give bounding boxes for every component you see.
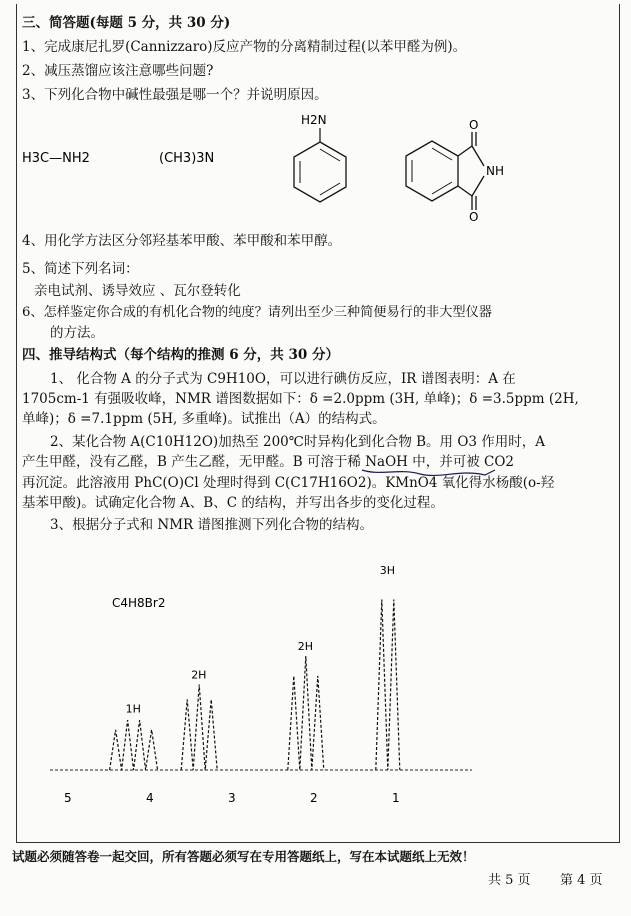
- methylamine-label: H3C—NH2: [22, 151, 90, 166]
- x-tick-label: 1: [392, 791, 400, 805]
- aniline-nh2-label: H2N: [301, 113, 327, 127]
- peak-integration-label: 2H: [297, 640, 314, 653]
- question-6-line1: 6、怎样鉴定你合成的有机化合物的纯度？请列出至少三种简便易行的非大型仪器: [22, 305, 492, 320]
- problem-2-line2: 产生甲醛，没有乙醛，B 产生乙醛，无甲醛。B 可溶于稀 NaOH 中，并可被 CO2: [22, 454, 514, 470]
- peak-integration-label: 3H: [379, 564, 396, 577]
- handwritten-underline: [360, 466, 500, 480]
- phthalimide-o-bottom: O: [469, 210, 479, 222]
- question-2: 2、减压蒸馏应该注意哪些问题?: [22, 63, 214, 79]
- section3-heading: 三、简答题(每题 5 分，共 30 分): [22, 15, 231, 31]
- question-5: 5、简述下列名词：: [22, 261, 139, 277]
- trimethylamine-label: (CH3)3N: [159, 151, 215, 166]
- footer-notice: 试题必须随答卷一起交回，所有答题必须写在专用答题纸上，写在本试题纸上无效！: [12, 849, 475, 864]
- nmr-spectrum-chart: [40, 545, 490, 815]
- footer-total-pages: 共 5 页: [488, 873, 531, 888]
- phthalimide-o-top: O: [469, 118, 479, 132]
- compound-structures: [14, 110, 574, 222]
- section4-heading: 四、推导结构式（每个结构的推测 6 分，共 30 分）: [22, 347, 339, 363]
- x-tick-label: 5: [64, 791, 72, 805]
- problem-1-line3: 单峰)；δ =7.1ppm (5H, 多重峰)。试推出（A）的结构式。: [22, 411, 386, 427]
- problem-2-line4: 基苯甲酸)。试确定化合物 A、B、C 的结构，并写出各步的变化过程。: [22, 495, 444, 511]
- nmr-peak: [110, 720, 158, 770]
- nmr-peak: [288, 656, 324, 770]
- phthalimide-nh-label: NH: [486, 164, 504, 178]
- problem-1-line2: 1705cm-1 有强吸收峰，NMR 谱图数据如下：δ =2.0ppm (3H, 单峰)；δ =3.5ppm (2H,: [22, 391, 579, 407]
- x-tick-label: 3: [228, 791, 236, 805]
- peak-integration-label: 2H: [191, 668, 207, 682]
- question-6-line2: 的方法。: [50, 325, 104, 341]
- x-tick-label: 4: [146, 791, 154, 805]
- problem-3: 3、根据分子式和 NMR 谱图推测下列化合物的结构。: [50, 517, 373, 533]
- question-1: 1、完成康尼扎罗(Cannizzaro)反应产物的分离精制过程(以苯甲醛为例)。: [22, 39, 467, 55]
- problem-2-line3: 再沉淀。此溶液用 PhC(O)Cl 处理时得到 C(C17H16O2)。KMnO4 氧化得水杨酸(o-羟: [22, 475, 555, 491]
- peak-integration-label: 1H: [125, 702, 141, 716]
- problem-1-line1: 1、 化合物 A 的分子式为 C9H10O，可以进行碘仿反应，IR 谱图表明：A 在: [50, 371, 516, 387]
- problem-2-line1: 2、某化合物 A(C10H12O)加热至 200℃时异构化到化合物 B。用 O3 作用时，A: [50, 434, 546, 450]
- nmr-peak: [181, 685, 217, 771]
- question-3: 3、下列化合物中碱性最强是哪一个？并说明原因。: [22, 87, 328, 103]
- question-5-terms: 亲电试剂、诱导效应 、瓦尔登转化: [34, 283, 241, 299]
- question-4: 4、用化学方法区分邻羟基苯甲酸、苯甲酸和苯甲醇。: [22, 233, 342, 249]
- aniline-structure: [294, 113, 346, 202]
- chart-title: C4H8Br2: [112, 596, 166, 610]
- phthalimide-structure: [406, 118, 504, 222]
- nmr-peak: [376, 599, 400, 770]
- x-tick-label: 2: [310, 791, 318, 805]
- footer-current-page: 第 4 页: [560, 873, 603, 888]
